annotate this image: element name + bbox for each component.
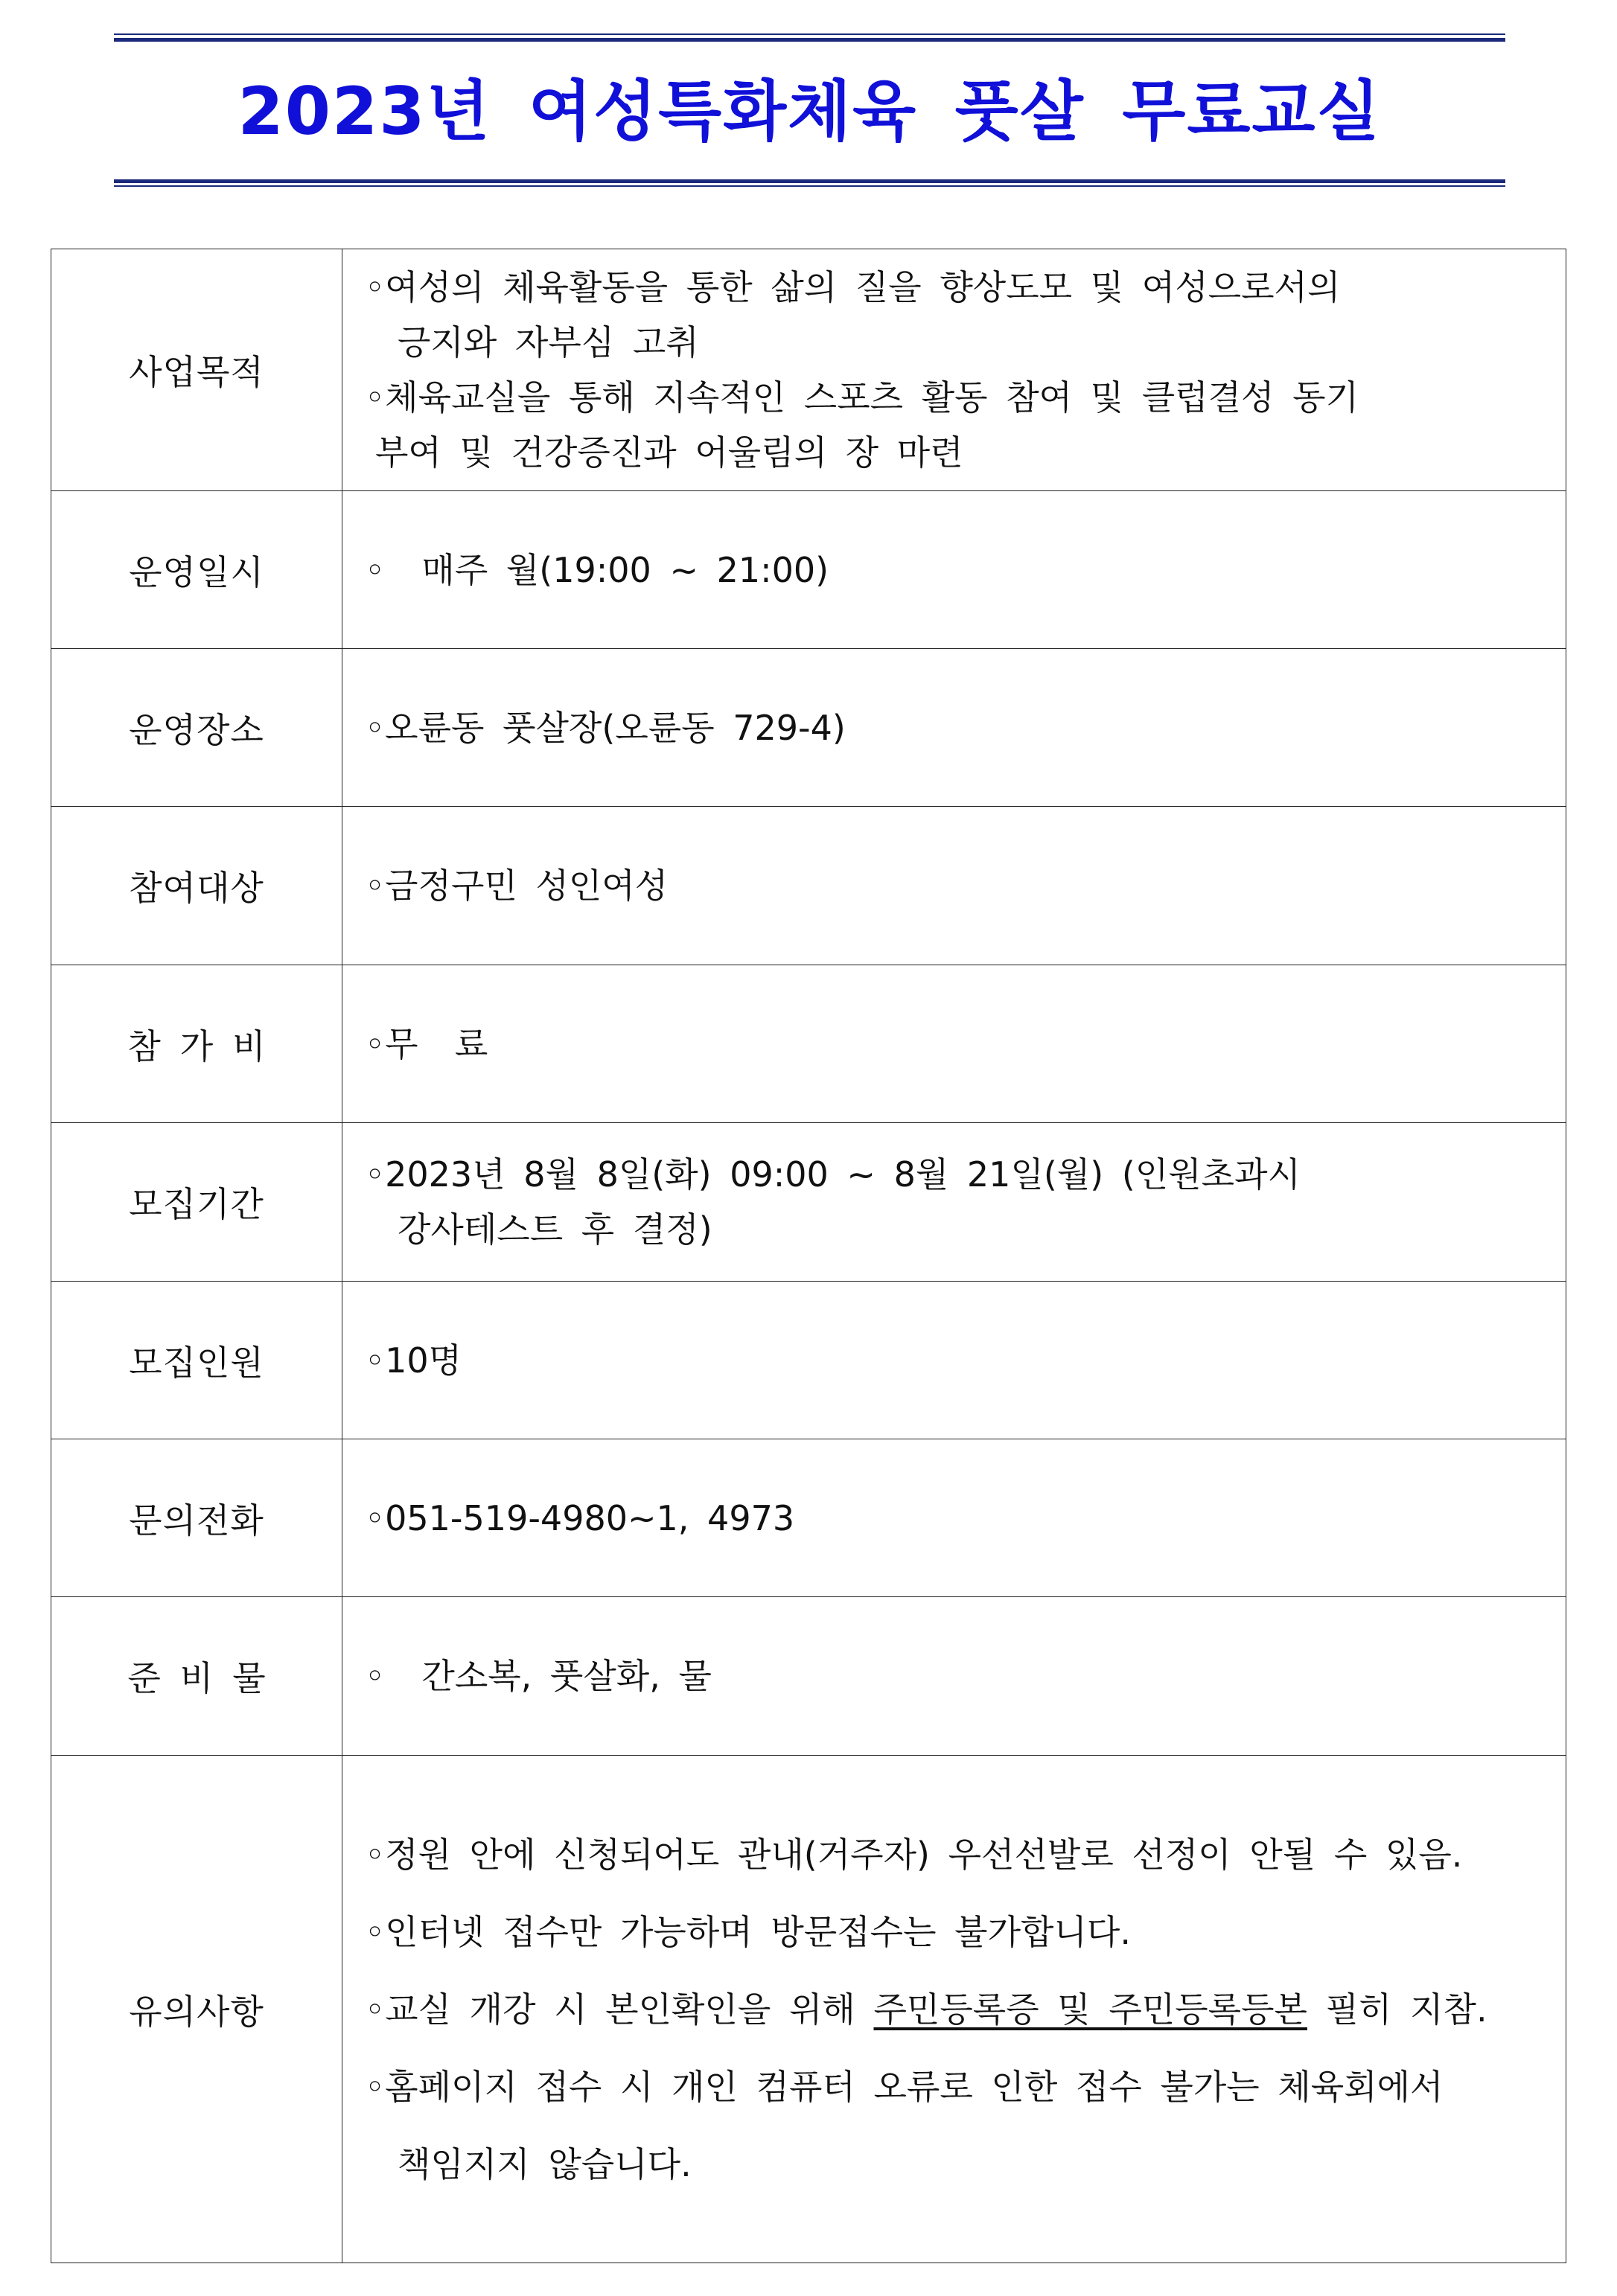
table-row-target (51, 807, 1566, 965)
row-label: 운영장소 (51, 649, 342, 807)
table-row-location (51, 649, 1566, 807)
row-content (342, 1282, 1566, 1439)
table-row-schedule (51, 491, 1566, 649)
row-content (342, 1123, 1566, 1282)
content-text: ◦교실 개강 시 본인확인을 위해 (365, 1989, 874, 2030)
row-label: 문의전화 (51, 1439, 342, 1597)
table-row-purpose (51, 249, 1566, 491)
row-label: 사업목적 (51, 249, 342, 491)
title-top-rule (114, 33, 1505, 41)
table-row-notes (51, 1756, 1566, 2263)
content-line: ◦인터넷 접수만 가능하며 방문접수는 불가합니다. (365, 1911, 1131, 1952)
row-content (342, 491, 1566, 649)
table-row-fee (51, 965, 1566, 1123)
content-line: ◦2023년 8월 8일(화) 09:00 ~ 8월 21일(월) (인원초과시 (365, 1154, 1301, 1195)
content-line: ◦여성의 체육활동을 통한 삶의 질을 향상도모 및 여성으로서의 (365, 267, 1341, 307)
row-label: 준비물 (51, 1597, 342, 1756)
content-line: ◦체육교실을 통해 지속적인 스포츠 활동 참여 및 클럽결성 동기 (365, 377, 1359, 418)
title-block (114, 33, 1505, 188)
content-text: 필히 지참. (1307, 1989, 1487, 2030)
table-row-phone (51, 1439, 1566, 1597)
row-label: 참가비 (51, 965, 342, 1123)
row-label: 유의사항 (51, 1756, 342, 2263)
content-line: 부여 및 건강증진과 어울림의 장 마련 (375, 432, 963, 473)
row-content (342, 807, 1566, 965)
content-line: ◦ 간소복, 풋살화, 물 (365, 1656, 712, 1696)
content-line: ◦오륜동 풋살장(오륜동 729-4) (365, 707, 846, 748)
table-row-supplies (51, 1597, 1566, 1756)
info-table (51, 249, 1566, 2263)
content-line: 긍지와 자부심 고취 (398, 322, 699, 362)
title-bottom-rule (114, 179, 1505, 187)
row-content (342, 1597, 1566, 1756)
content-line: ◦무 료 (365, 1023, 488, 1064)
content-line: 책임지지 않습니다. (398, 2143, 692, 2184)
table-row-recruit-period (51, 1123, 1566, 1282)
row-content (342, 965, 1566, 1123)
content-line (365, 1971, 1548, 2048)
page-title: 2023년 여성특화체육 풋살 무료교실 (237, 73, 1382, 150)
table-row-capacity (51, 1282, 1566, 1439)
content-line: 강사테스트 후 결정) (398, 1209, 712, 1250)
content-line: ◦ 매주 월(19:00 ~ 21:00) (365, 549, 829, 590)
row-label: 모집기간 (51, 1123, 342, 1282)
row-content (342, 249, 1566, 491)
row-content (342, 1756, 1566, 2263)
content-line: ◦10명 (365, 1340, 462, 1381)
row-label: 운영일시 (51, 491, 342, 649)
underlined-id-documents: 주민등록증 및 주민등록등본 (873, 1989, 1307, 2030)
row-content (342, 1439, 1566, 1597)
content-line: ◦051-519-4980~1, 4973 (365, 1497, 795, 1538)
row-content (342, 649, 1566, 807)
row-label: 모집인원 (51, 1282, 342, 1439)
content-line: ◦정원 안에 신청되어도 관내(거주자) 우선선발로 선정이 안될 수 있음. (365, 1834, 1463, 1875)
row-label: 참여대상 (51, 807, 342, 965)
content-line: ◦홈페이지 접수 시 개인 컴퓨터 오류로 인한 접수 불가는 체육회에서 (365, 2066, 1444, 2107)
content-line: ◦금정구민 성인여성 (365, 866, 669, 906)
